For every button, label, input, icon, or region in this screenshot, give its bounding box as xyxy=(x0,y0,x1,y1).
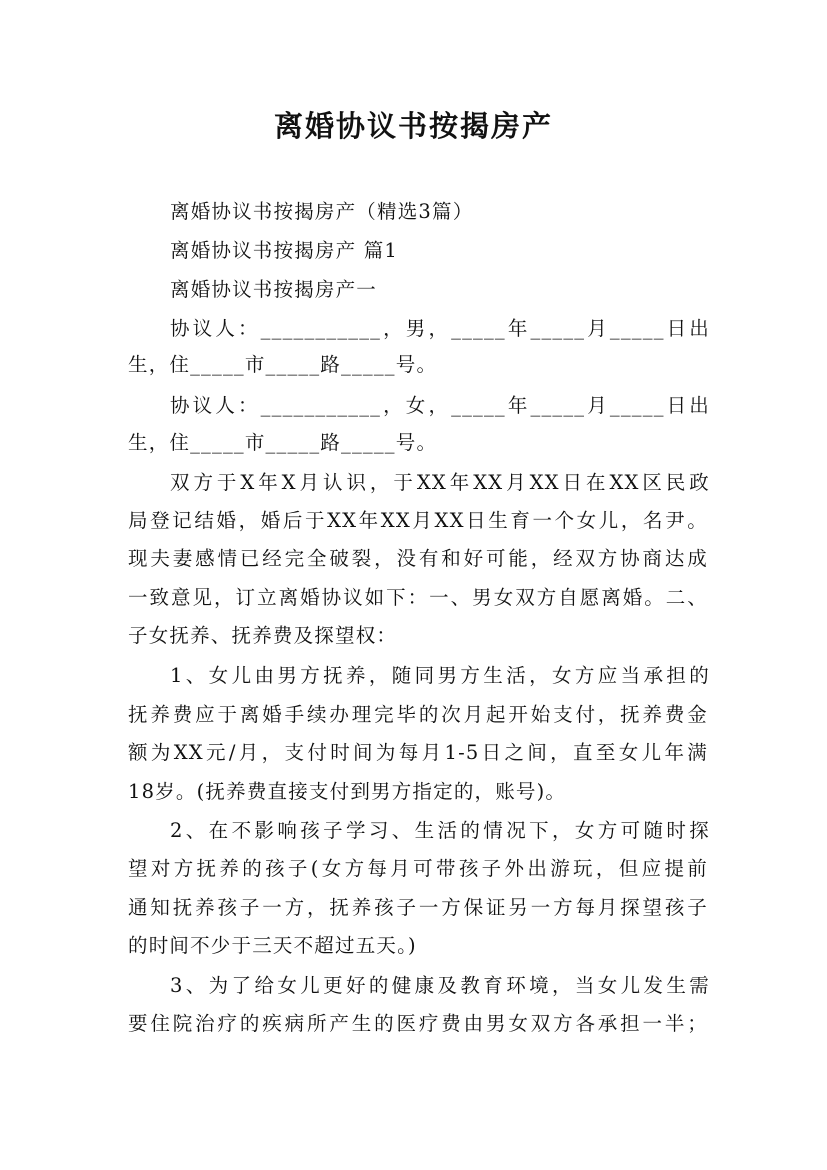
text-line: 生，住_____市_____路_____号。 xyxy=(128,353,438,376)
text-line: 生，住_____市_____路_____号。 xyxy=(128,431,438,454)
text-line: 2、在不影响孩子学习、生活的情况下，女方可随时探 xyxy=(170,819,710,842)
text-line: 离婚协议书按揭房产（精选3篇） xyxy=(170,200,474,223)
text-line: 局登记结婚，婚后于XX年XX月XX日生育一个女儿，名尹。 xyxy=(128,509,708,532)
text-line: 协议人：___________，女，_____年_____月_____日出 xyxy=(170,394,710,417)
text-line: 要住院治疗的疾病所产生的医疗费由男女双方各承担一半； xyxy=(128,1012,708,1035)
text-line: 一致意见，订立离婚协议如下：一、男女双方自愿离婚。二、 xyxy=(128,586,708,609)
text-line: 的时间不少于三天不超过五天。) xyxy=(128,934,417,957)
text-line: 协议人：___________，男，_____年_____月_____日出 xyxy=(170,317,710,340)
text-line: 1、女儿由男方抚养，随同男方生活，女方应当承担的 xyxy=(170,664,710,687)
text-line: 通知抚养孩子一方，抚养孩子一方保证另一方每月探望孩子 xyxy=(128,896,708,919)
text-line: 现夫妻感情已经完全破裂，没有和好可能，经双方协商达成 xyxy=(128,547,708,570)
text-line: 抚养费应于离婚手续办理完毕的次月起开始支付，抚养费金 xyxy=(128,703,708,726)
text-line: 离婚协议书按揭房产 篇1 xyxy=(170,239,399,262)
text-line: 额为XX元/月，支付时间为每月1-5日之间，直至女儿年满 xyxy=(128,741,708,764)
text-line: 望对方抚养的孩子(女方每月可带孩子外出游玩，但应提前 xyxy=(128,857,708,880)
text-line: 3、为了给女儿更好的健康及教育环境，当女儿发生需 xyxy=(170,974,710,997)
text-line: 双方于X年X月认识，于XX年XX月XX日在XX区民政 xyxy=(170,471,710,494)
text-line: 离婚协议书按揭房产一 xyxy=(170,278,378,301)
text-line: 子女抚养、抚养费及探望权： xyxy=(128,624,398,647)
text-line: 18岁。(抚养费直接支付到男方指定的，账号)。 xyxy=(128,780,567,803)
document-title: 离婚协议书按揭房产 xyxy=(273,109,553,143)
